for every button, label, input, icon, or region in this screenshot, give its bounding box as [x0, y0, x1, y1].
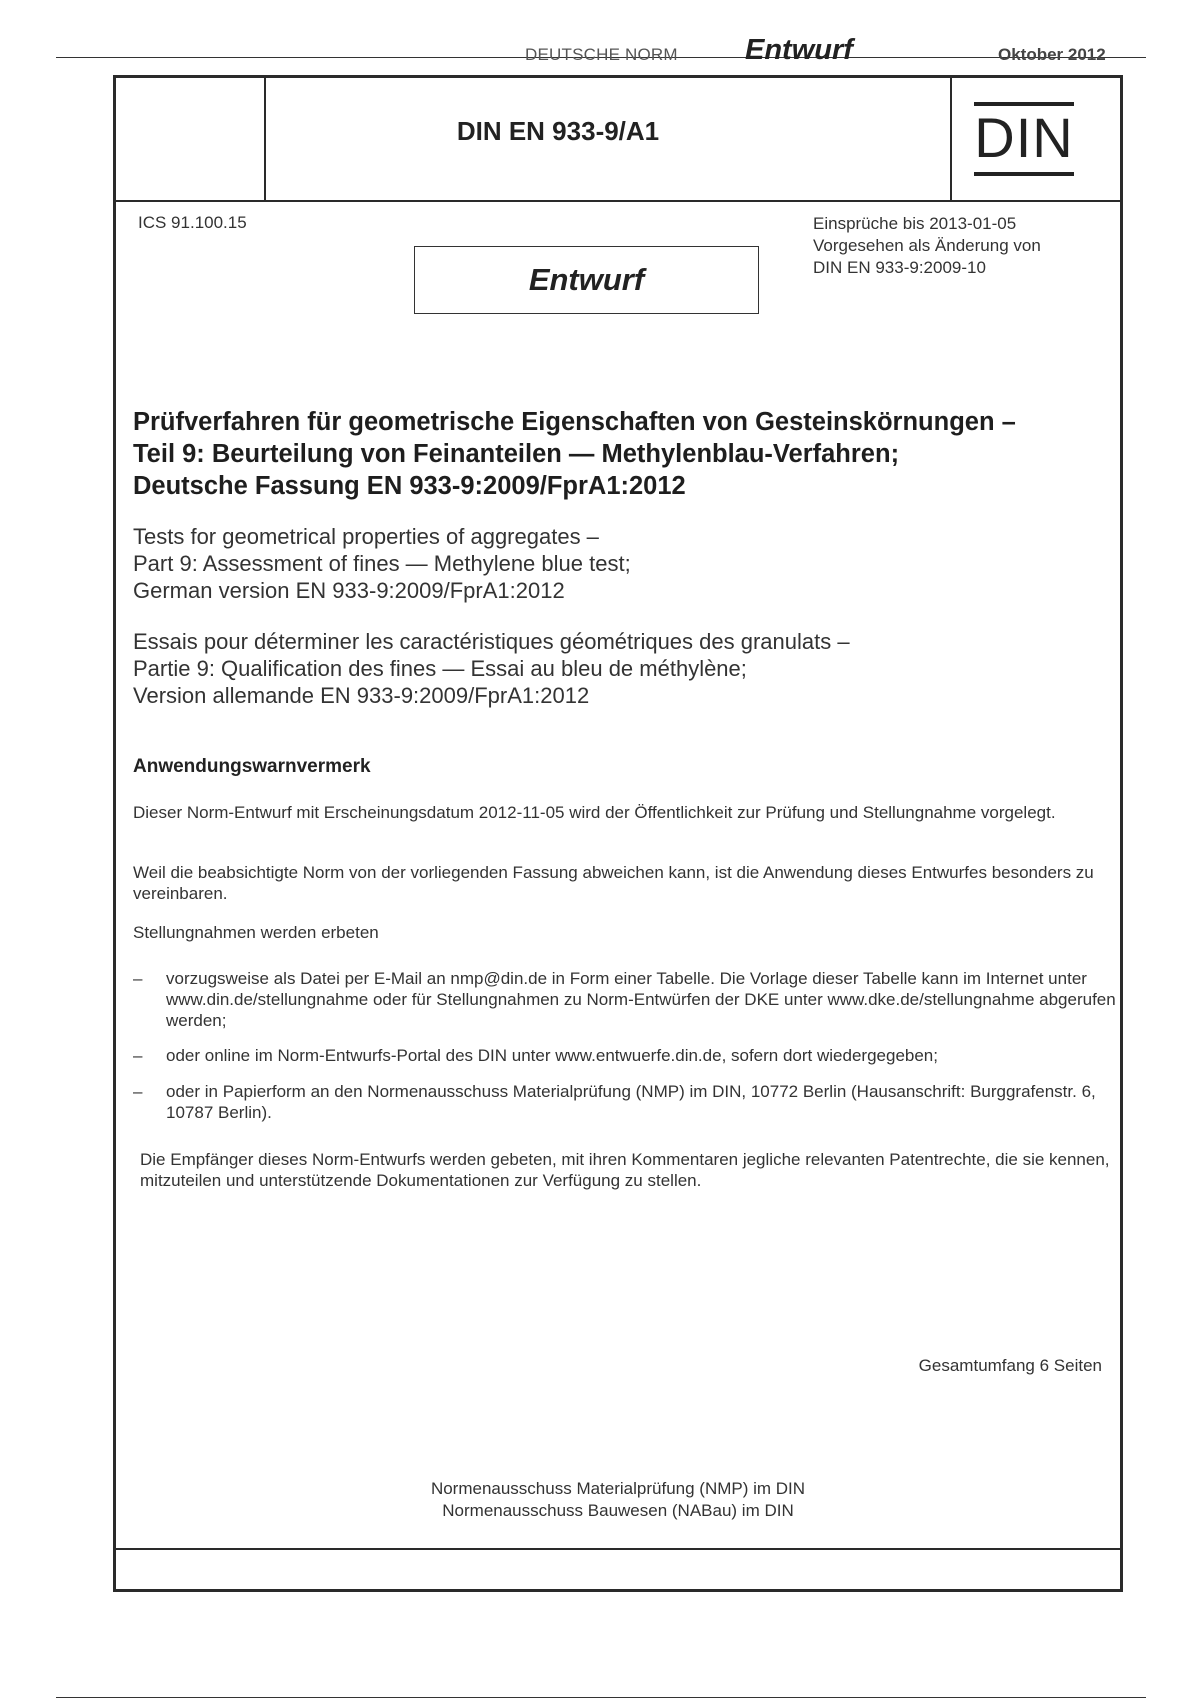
header-status: Entwurf	[745, 34, 853, 66]
document-number: DIN EN 933-9/A1	[456, 116, 660, 146]
remark-line: Einsprüche bis 2013-01-05	[813, 214, 1017, 233]
patent-notice: Die Empfänger dieses Norm-Entwurfs werden gebeten, mit ihren Kommentaren jegliche relevanten Patentrechte, die sie kennen, mitzuteilen und unterstützende Dokumentationen zur Verfügung zu stellen.	[140, 1150, 1110, 1190]
title-line: Partie 9: Qualification des fines — Essai au bleu de méthylène;	[133, 656, 747, 681]
header-date: Oktober 2012	[998, 45, 1106, 64]
total-pages: Gesamtumfang 6 Seiten	[918, 1356, 1102, 1375]
title-line: Deutsche Fassung EN 933-9:2009/FprA1:2012	[133, 472, 686, 500]
title-line: German version EN 933-9:2009/FprA1:2012	[133, 578, 565, 603]
draft-stamp: Entwurf	[414, 246, 759, 314]
page-bottom-rule	[56, 1697, 1146, 1698]
list-bullet: –	[133, 969, 143, 988]
committee-line: Normenausschuss Bauwesen (NABau) im DIN	[442, 1501, 794, 1520]
norm-label: DEUTSCHE NORM	[525, 45, 678, 64]
title-line: Prüfverfahren für geometrische Eigenschaften von Gesteinskörnungen –	[133, 408, 1016, 436]
title-line: Part 9: Assessment of fines — Methylene blue test;	[133, 551, 631, 576]
title-line: Teil 9: Beurteilung von Feinanteilen — Methylenblau-Verfahren;	[133, 440, 900, 468]
title-block-rule	[116, 200, 1120, 202]
remark-line: Vorgesehen als Änderung von	[813, 236, 1041, 255]
comments-intro: Stellungnahmen werden erbeten	[133, 923, 379, 942]
warning-paragraph: Dieser Norm-Entwurf mit Erscheinungsdatum 2012-11-05 wird der Öffentlichkeit zur Prüfung und Stellungnahme vorgelegt.	[133, 803, 1056, 822]
title-line: Version allemande EN 933-9:2009/FprA1:2012	[133, 683, 590, 708]
committees	[116, 1478, 1120, 1522]
warning-paragraph: Weil die beabsichtigte Norm von der vorliegenden Fassung abweichen kann, ist die Anwendung dieses Entwurfes besonders zu vereinbaren.	[133, 863, 1094, 903]
list-item-text: oder in Papierform an den Normenausschuss Materialprüfung (NMP) im DIN, 10772 Berlin (Hausanschrift: Burggrafenstr. 6, 10787 Berlin).	[166, 1082, 1096, 1122]
title-german	[133, 406, 1113, 502]
din-logo-text: DIN	[974, 106, 1074, 169]
din-logo	[974, 102, 1074, 176]
din-logo-bottom-bar	[974, 172, 1074, 176]
title-french	[133, 628, 1113, 709]
committee-line: Normenausschuss Materialprüfung (NMP) im DIN	[430, 1479, 806, 1498]
title-block-divider-right	[950, 78, 952, 200]
warning-heading: Anwendungswarnvermerk	[133, 756, 371, 777]
list-bullet: –	[133, 1046, 143, 1065]
list-item-text: oder online im Norm-Entwurfs-Portal des DIN unter www.entwuerfe.din.de, sofern dort wiedergegeben;	[166, 1046, 938, 1065]
remark-line: DIN EN 933-9:2009-10	[813, 258, 986, 277]
footer-rule	[116, 1548, 1120, 1550]
ics-code: ICS 91.100.15	[138, 213, 247, 232]
list-bullet: –	[133, 1082, 143, 1101]
list-item-text: vorzugsweise als Datei per E-Mail an nmp@din.de in Form einer Tabelle. Die Vorlage dieser Tabelle kann im Internet unter www.din.de/stellungnahme oder für Stellungnahmen zu Norm-Entwürfen der DKE unter www.dke.de/stellungnahme abgerufen werden;	[166, 969, 1116, 1030]
title-english	[133, 523, 1113, 604]
document-frame	[113, 75, 1123, 1592]
title-line: Essais pour déterminer les caractéristiques géométriques des granulats –	[133, 629, 850, 654]
objection-remarks	[813, 213, 1041, 279]
title-line: Tests for geometrical properties of aggregates –	[133, 524, 599, 549]
